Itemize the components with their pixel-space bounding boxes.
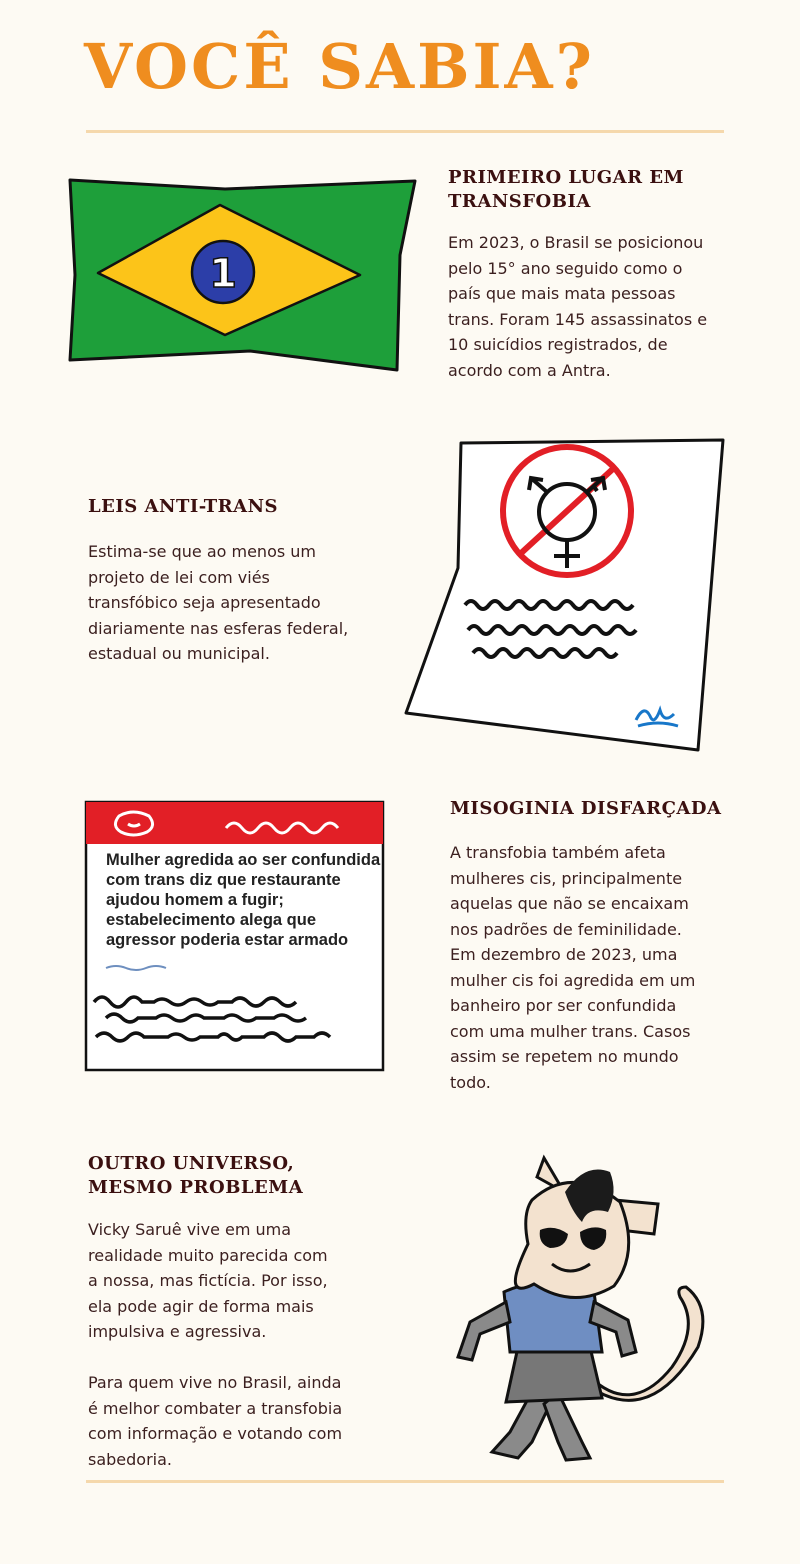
section-2-body: Estima-se que ao menos um projeto de lei com viés transfóbico seja apresentado diariamente nas esferas federal, estadual ou municipal.: [88, 542, 349, 663]
section-2-heading: LEIS ANTI-TRANS: [88, 496, 279, 517]
top-divider: [86, 130, 724, 133]
section-3-heading: MISOGINIA DISFARÇADA: [450, 798, 722, 819]
news-headline: Mulher agredida ao ser confundida com trans diz que restaurante ajudou homem a fugir; estabelecimento alega que agressor poderia estar armado: [106, 851, 381, 949]
rank-badge: 1: [209, 251, 237, 297]
page-title: VOCÊ SABIA?: [84, 30, 595, 103]
bottom-divider: [86, 1480, 724, 1483]
brazil-flag-icon: [60, 175, 430, 380]
section-4-body: Vicky Saruê vive em uma realidade muito parecida com a nossa, mas fictícia. Por isso, ela pode agir de forma mais impulsiva e agressiva. Para quem vive no Brasil, ainda é melhor combater a transfobia com informação e votando com sabedoria.: [88, 1220, 343, 1469]
section-1-body: Em 2023, o Brasil se posicionou pelo 15° ano seguido como o país que mais mata pessoas trans. Foram 145 assassinatos e 10 suicídios registrados, de acordo com a Antra.: [448, 233, 708, 380]
opossum-character-icon: [440, 1152, 720, 1466]
banned-trans-symbol-document-icon: [403, 438, 728, 756]
section-4-heading: OUTRO UNIVERSO, MESMO PROBLEMA: [88, 1153, 304, 1198]
section-1-heading: PRIMEIRO LUGAR EM TRANSFOBIA: [448, 167, 684, 212]
section-3-body: A transfobia também afeta mulheres cis, principalmente aquelas que não se encaixam nos padrões de feminilidade. Em dezembro de 2023, uma mulher cis foi agredida em um banheiro por ser confundida com uma mulher trans. Casos assim se repetem no mundo todo.: [450, 843, 696, 1092]
